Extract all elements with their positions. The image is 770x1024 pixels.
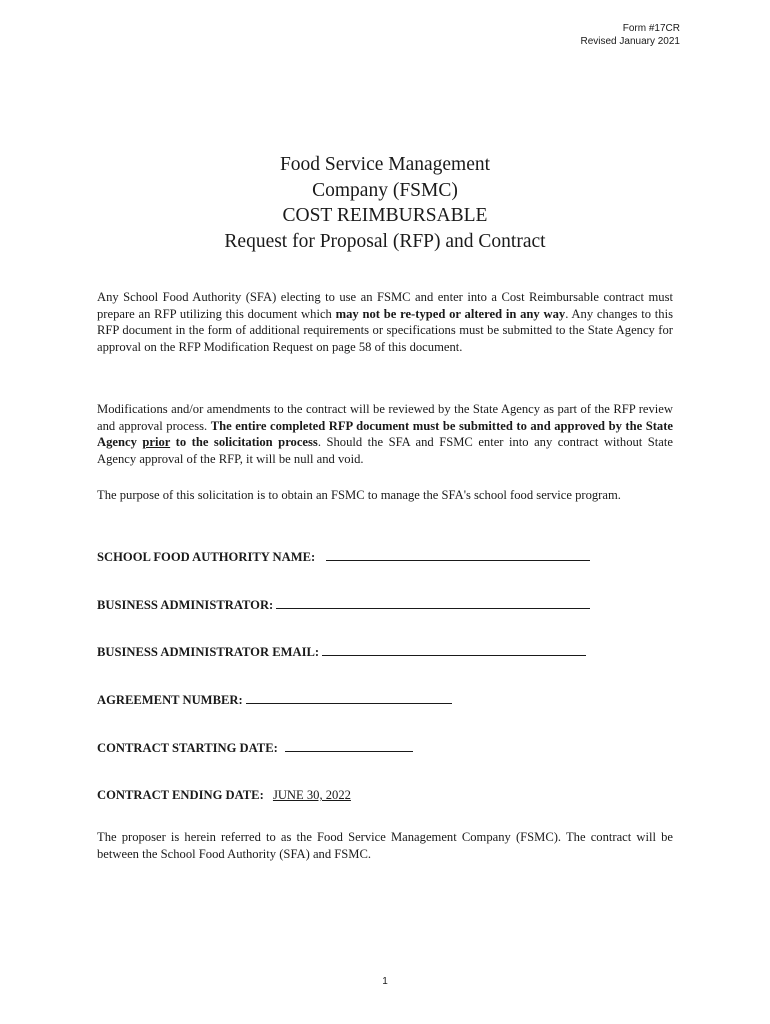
title-line-3: COST REIMBURSABLE — [282, 205, 488, 226]
business-admin-email-blank[interactable] — [322, 643, 586, 656]
document-title — [0, 152, 770, 254]
sfa-name-label: SCHOOL FOOD AUTHORITY NAME: — [97, 550, 316, 564]
agreement-number-label: AGREEMENT NUMBER: — [97, 693, 243, 707]
business-admin-field — [97, 596, 590, 613]
agreement-number-field — [97, 691, 452, 708]
contract-end-field — [97, 787, 351, 803]
revision-date: Revised January 2021 — [580, 36, 680, 47]
sfa-name-blank[interactable] — [326, 548, 590, 561]
modifications-bold-a: The entire completed RFP document must be submitted to and approved by the State Agency — [97, 418, 673, 450]
intro-paragraph — [97, 289, 673, 355]
modifications-bold-prior: prior — [142, 435, 171, 450]
modifications-bold-b: to the solicitation process — [170, 435, 318, 450]
modifications-text-a: Modifications and/or amendments to the contract will be reviewed by the State Agency as part of the RFP review and approval process. — [97, 402, 673, 433]
form-identifier — [580, 22, 680, 48]
agreement-number-blank[interactable] — [246, 691, 452, 704]
intro-text-a: Any School Food Authority (SFA) electing to use an FSMC and enter into a Cost Reimbursable contract must prepare an RFP utilizing this document which — [97, 290, 673, 321]
modifications-text-b: . Should the SFA and FSMC enter into any contract without State Agency approval of the RFP, it will be null and void. — [97, 435, 673, 466]
proposer-paragraph: The proposer is herein referred to as the Food Service Management Company (FSMC). The contract will be between the School Food Authority (SFA) and FSMC. — [97, 830, 673, 861]
intro-bold-warning: may not be re-typed or altered in any way — [335, 306, 566, 321]
business-admin-email-field — [97, 643, 586, 660]
business-admin-blank[interactable] — [276, 596, 590, 609]
business-admin-label: BUSINESS ADMINISTRATOR: — [97, 598, 274, 612]
modifications-paragraph — [97, 401, 673, 467]
page-number: 1 — [382, 976, 388, 987]
contract-start-blank[interactable] — [285, 739, 413, 752]
contract-end-label: CONTRACT ENDING DATE: — [97, 788, 264, 802]
sfa-name-field — [97, 548, 590, 565]
form-number: Form #17CR — [622, 23, 680, 34]
title-line-2: Company (FSMC) — [312, 179, 458, 201]
title-line-4: Request for Proposal (RFP) and Contract — [224, 230, 546, 252]
purpose-paragraph: The purpose of this solicitation is to obtain an FSMC to manage the SFA's school food service program. — [97, 488, 621, 502]
title-line-1: Food Service Management — [279, 154, 491, 175]
contract-end-value: JUNE 30, 2022 — [272, 788, 351, 802]
business-admin-email-label: BUSINESS ADMINISTRATOR EMAIL: — [97, 645, 320, 659]
intro-text-b: . Any changes to this RFP document in the form of additional requirements or specifications must be submitted to the State Agency for approval on the RFP Modification Request on page 58 of this document. — [97, 306, 673, 354]
contract-start-label: CONTRACT STARTING DATE: — [97, 741, 278, 755]
contract-start-field — [97, 739, 413, 756]
